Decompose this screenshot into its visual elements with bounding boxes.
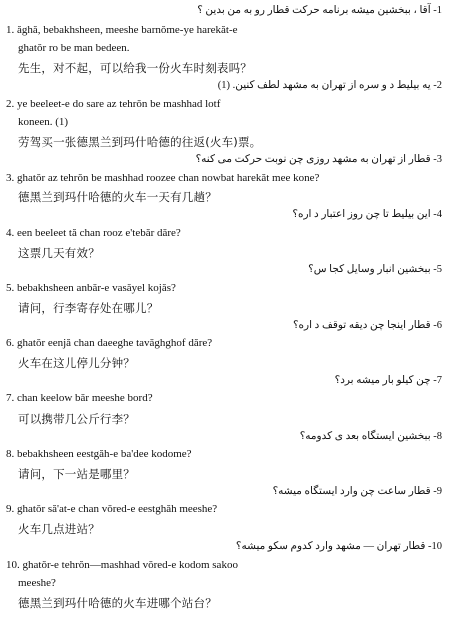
- chinese-translation-1: 先生，对不起，可以给我一份火车时刻表吗？: [18, 61, 252, 75]
- transliteration-6: 6. ghatŏr eenjă chan daeeghe tavăghghof dăre?: [6, 337, 213, 349]
- transliteration-1: 1. ăghă, bebakhsheen, meeshe barnŏme-ye harekăt-e: [6, 24, 238, 36]
- persian-sentence-9: 9- قطار ساعت چن وارد ایستگاه میشه؟: [272, 486, 442, 497]
- transliteration-3: 3. ghatŏr az tehrŏn be mashhad roozee chan nowbat harekăt mee kone?: [6, 172, 320, 184]
- persian-sentence-7: 7- چن کیلو بار میشه برد؟: [334, 375, 442, 386]
- persian-sentence-5: 5- ببخشین انبار وسایل کجا س؟: [308, 264, 442, 275]
- chinese-translation-6: 火车在这儿停儿分钟？: [18, 356, 135, 370]
- transliteration-2: 2. ye beeleet-e do sare az tehrŏn be mashhad lotf: [6, 98, 221, 110]
- chinese-translation-3: 德黑兰到玛什哈德的火车一天有几趟？: [18, 190, 217, 204]
- chinese-translation-2: 劳驾买一张德黑兰到玛什哈德的往返(火车)票。: [18, 135, 262, 149]
- persian-sentence-1: 1- آقا ، ببخشین میشه برنامه‌ حرکت قطار رو به من بدین ؟: [197, 5, 442, 16]
- transliteration-7: 7. chan keelow băr meeshe bord?: [6, 392, 153, 404]
- chinese-translation-9: 火车几点进站？: [18, 522, 100, 536]
- chinese-translation-5: 请问，行李寄存处在哪儿？: [18, 301, 159, 315]
- transliteration-5: 5. bebakhsheen anbăr-e vasăyel kojăs?: [6, 282, 176, 294]
- transliteration-10: 10. ghatŏr-e tehrŏn—mashhad vŏred-e kodom sakoo: [6, 559, 238, 571]
- transliteration-9: 9. ghatŏr să'at-e chan vŏred-e eestghăh meeshe?: [6, 503, 218, 515]
- persian-sentence-10: 10- قطار تهران — مشهد وارد کدوم سکو میشه؟: [235, 541, 442, 552]
- transliteration-10-cont: meeshe?: [18, 577, 56, 589]
- chinese-translation-7: 可以携带几公斤行李？: [18, 412, 135, 426]
- persian-sentence-3: 3- قطار از تهران به مشهد روزی چن نوبت حرکت می کنه؟: [195, 154, 442, 165]
- chinese-translation-8: 请问，下一站是哪里？: [18, 467, 135, 481]
- transliteration-2-cont: koneen. (1): [18, 116, 69, 128]
- persian-sentence-2: 2- یه بیلیط د و سره از تهران به مشهد لطف کنین. (1): [217, 80, 442, 91]
- persian-sentence-8: 8- ببخشین ایستگاه بعد ی کدومه؟: [299, 431, 442, 442]
- transliteration-1-cont: ghatŏr ro be man bedeen.: [18, 42, 130, 54]
- transliteration-4: 4. een beeleet tă chan rooz e'tebăr dăre?: [6, 227, 181, 239]
- chinese-translation-4: 这票几天有效？: [18, 246, 100, 260]
- persian-sentence-6: 6- قطار اینجا چن دیقه توقف د اره؟: [292, 320, 442, 331]
- chinese-translation-10: 德黑兰到玛什哈德的火车进哪个站台？: [18, 596, 217, 610]
- persian-sentence-4: 4- این بیلیط تا چن روز اعتبار د اره؟: [292, 209, 442, 220]
- transliteration-8: 8. bebakhsheen eestgăh-e ba'dee kodome?: [6, 448, 192, 460]
